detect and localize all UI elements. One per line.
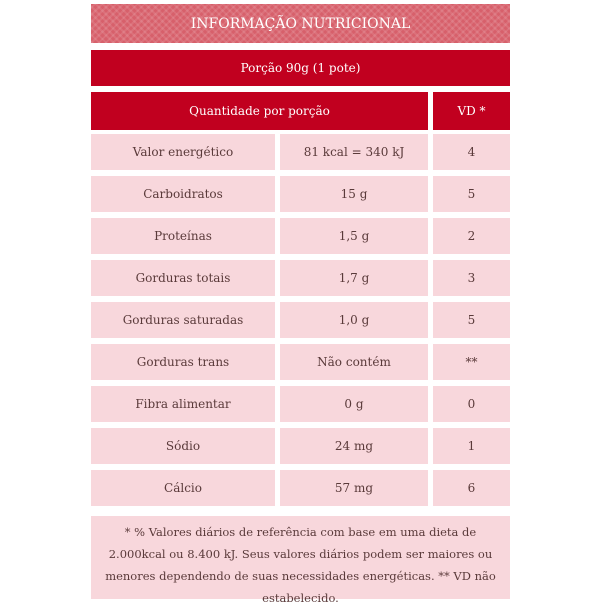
nutrient-amount: 24 mg bbox=[280, 428, 428, 464]
nutrient-name: Cálcio bbox=[91, 470, 275, 506]
nutrient-vd: 1 bbox=[433, 428, 510, 464]
footnote: * % Valores diários de referência com base em uma dieta de 2.000kcal ou 8.400 kJ. Seus valores diários podem ser maiores ou menores dependendo de suas necessidades energéticas. ** VD não estabelecido. bbox=[91, 516, 510, 599]
header-vd: VD * bbox=[433, 92, 510, 130]
nutrient-name: Gorduras saturadas bbox=[91, 302, 275, 338]
nutrient-amount: 15 g bbox=[280, 176, 428, 212]
nutrient-amount: 1,0 g bbox=[280, 302, 428, 338]
nutrient-amount: 0 g bbox=[280, 386, 428, 422]
nutrient-amount: 1,5 g bbox=[280, 218, 428, 254]
nutrient-amount: Não contém bbox=[280, 344, 428, 380]
nutrient-amount: 57 mg bbox=[280, 470, 428, 506]
header-row bbox=[91, 92, 510, 130]
header-quantity: Quantidade por porção bbox=[91, 92, 428, 130]
table-row bbox=[91, 302, 510, 338]
table-row bbox=[91, 218, 510, 254]
nutrient-vd: 4 bbox=[433, 134, 510, 170]
nutrient-vd: ** bbox=[433, 344, 510, 380]
nutrient-vd: 5 bbox=[433, 176, 510, 212]
nutrient-name: Gorduras totais bbox=[91, 260, 275, 296]
nutrient-vd: 3 bbox=[433, 260, 510, 296]
nutrient-name: Carboidratos bbox=[91, 176, 275, 212]
portion-size: Porção 90g (1 pote) bbox=[91, 50, 510, 86]
table-title: INFORMAÇÃO NUTRICIONAL bbox=[91, 4, 510, 43]
table-row bbox=[91, 134, 510, 170]
nutrient-name: Proteínas bbox=[91, 218, 275, 254]
table-row bbox=[91, 428, 510, 464]
nutrient-name: Valor energético bbox=[91, 134, 275, 170]
nutrient-name: Gorduras trans bbox=[91, 344, 275, 380]
table-row bbox=[91, 176, 510, 212]
nutrient-name: Fibra alimentar bbox=[91, 386, 275, 422]
table-row bbox=[91, 344, 510, 380]
nutrient-amount: 81 kcal = 340 kJ bbox=[280, 134, 428, 170]
nutrient-vd: 2 bbox=[433, 218, 510, 254]
nutrient-amount: 1,7 g bbox=[280, 260, 428, 296]
table-row bbox=[91, 470, 510, 506]
nutrient-name: Sódio bbox=[91, 428, 275, 464]
nutrient-vd: 0 bbox=[433, 386, 510, 422]
table-row bbox=[91, 386, 510, 422]
table-row bbox=[91, 260, 510, 296]
nutrient-vd: 5 bbox=[433, 302, 510, 338]
nutrient-vd: 6 bbox=[433, 470, 510, 506]
